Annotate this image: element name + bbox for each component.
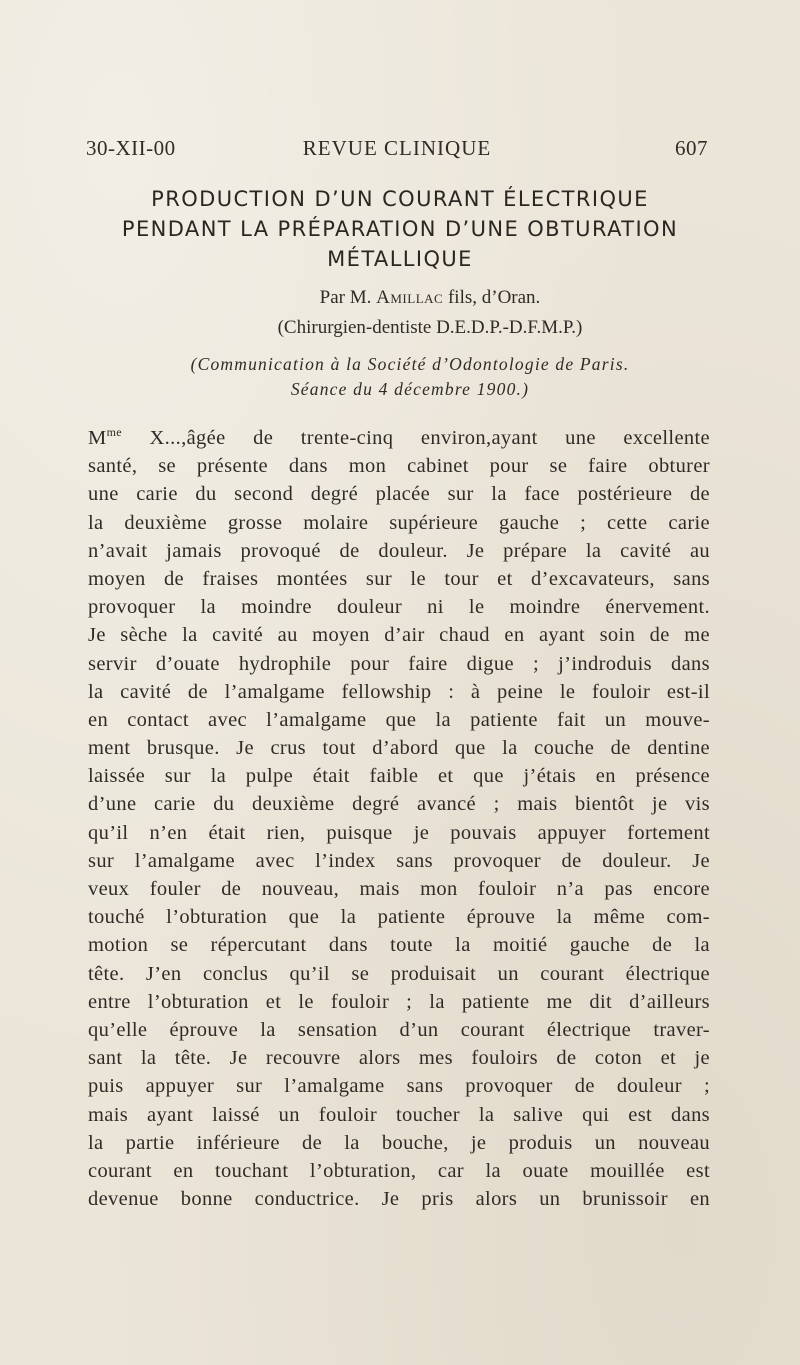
page-number: 607 — [675, 136, 708, 160]
body-line: veux fouler de nouveau, mais mon fouloir n’a pas encore — [88, 878, 710, 900]
body-line: qu’il n’en était rien, puisque je pouvais appuyer fortement — [88, 821, 710, 844]
body-line: motion se répercutant dans toute la moitié gauche de la — [88, 934, 710, 957]
communication-line: (Communication à la Société d’Odontologie de Paris. — [190, 354, 630, 374]
title-abbrev-superscript: me — [106, 425, 122, 439]
running-head — [86, 136, 708, 162]
body-line: santé, se présente dans mon cabinet pour se faire obturer — [88, 455, 710, 478]
body-line: la partie inférieure de la bouche, je produis un nouveau — [88, 1131, 710, 1154]
body-line: en contact avec l’amalgame que la patiente fait un mouve- — [88, 708, 710, 731]
article-body — [88, 424, 710, 1213]
author-suffix: fils, d’Oran. — [447, 287, 541, 308]
body-line: qu’elle éprouve la sensation d’un courant électrique traver- — [88, 1018, 710, 1041]
body-line: courant en touchant l’obturation, car la ouate mouillée est — [88, 1159, 710, 1182]
body-line — [88, 424, 710, 452]
author-name: Amillac — [376, 287, 444, 308]
body-line: devenue bonne conductrice. Je pris alors un brunissoir en — [88, 1188, 710, 1211]
body-line: puis appuyer sur l’amalgame sans provoquer de douleur ; — [88, 1075, 710, 1098]
body-line: la deuxième grosse molaire supérieure gauche ; cette carie — [88, 511, 710, 534]
body-line: n’avait jamais provoqué de douleur. Je prépare la cavité au — [88, 539, 710, 562]
article-title — [60, 184, 740, 274]
author-line — [60, 283, 800, 313]
body-line: laissée sur la pulpe était faible et que j’étais en présence — [88, 765, 710, 788]
body-line: moyen de fraises montées sur le tour et d’excavateurs, sans — [88, 567, 710, 590]
article-title-line: PRODUCTION D’UN COURANT ÉLECTRIQUE — [151, 187, 649, 211]
journal-section-title: REVUE CLINIQUE — [302, 136, 492, 160]
communication-line: Séance du 4 décembre 1900.) — [290, 379, 530, 399]
body-line: servir d’ouate hydrophile pour faire digue ; j’indroduis dans — [88, 652, 710, 675]
body-line-text: X...,âgée de trente-cinq environ,ayant une excellente — [121, 427, 710, 449]
body-line: mais ayant laissé un fouloir toucher la salive qui est dans — [88, 1103, 710, 1126]
byline — [60, 283, 800, 343]
body-line: sant la tête. Je recouvre alors mes fouloirs de coton et je — [88, 1047, 710, 1070]
body-line: Je sèche la cavité au moyen d’air chaud en ayant soin de me — [88, 624, 710, 647]
body-line: provoquer la moindre douleur ni le moindre énervement. — [88, 596, 710, 619]
issue-date: 30-XII-00 — [86, 136, 176, 160]
body-line: tête. J’en conclus qu’il se produisait un courant électrique — [88, 962, 710, 985]
body-line: touché l’obturation que la patiente éprouve la même com- — [88, 906, 710, 929]
body-line: sur l’amalgame avec l’index sans provoquer de douleur. Je — [88, 849, 710, 872]
body-line: la cavité de l’amalgame fellowship : à peine le fouloir est-il — [88, 680, 710, 703]
communication-note — [80, 352, 740, 402]
body-line: d’une carie du deuxième degré avancé ; mais bientôt je vis — [88, 793, 710, 816]
author-prefix: Par M. — [319, 287, 372, 308]
article-title-line: PENDANT LA PRÉPARATION D’UNE OBTURATION — [121, 217, 679, 241]
body-line: entre l’obturation et le fouloir ; la patiente me dit d’ailleurs — [88, 990, 710, 1013]
body-line: ment brusque. Je crus tout d’abord que la couche de dentine — [88, 737, 710, 760]
author-credentials: (Chirurgien-dentiste D.E.D.P.-D.F.M.P.) — [277, 317, 583, 338]
article-title-line: MÉTALLIQUE — [327, 247, 473, 271]
title-abbrev: M — [88, 427, 107, 449]
body-line: une carie du second degré placée sur la face postérieure de — [88, 483, 710, 506]
